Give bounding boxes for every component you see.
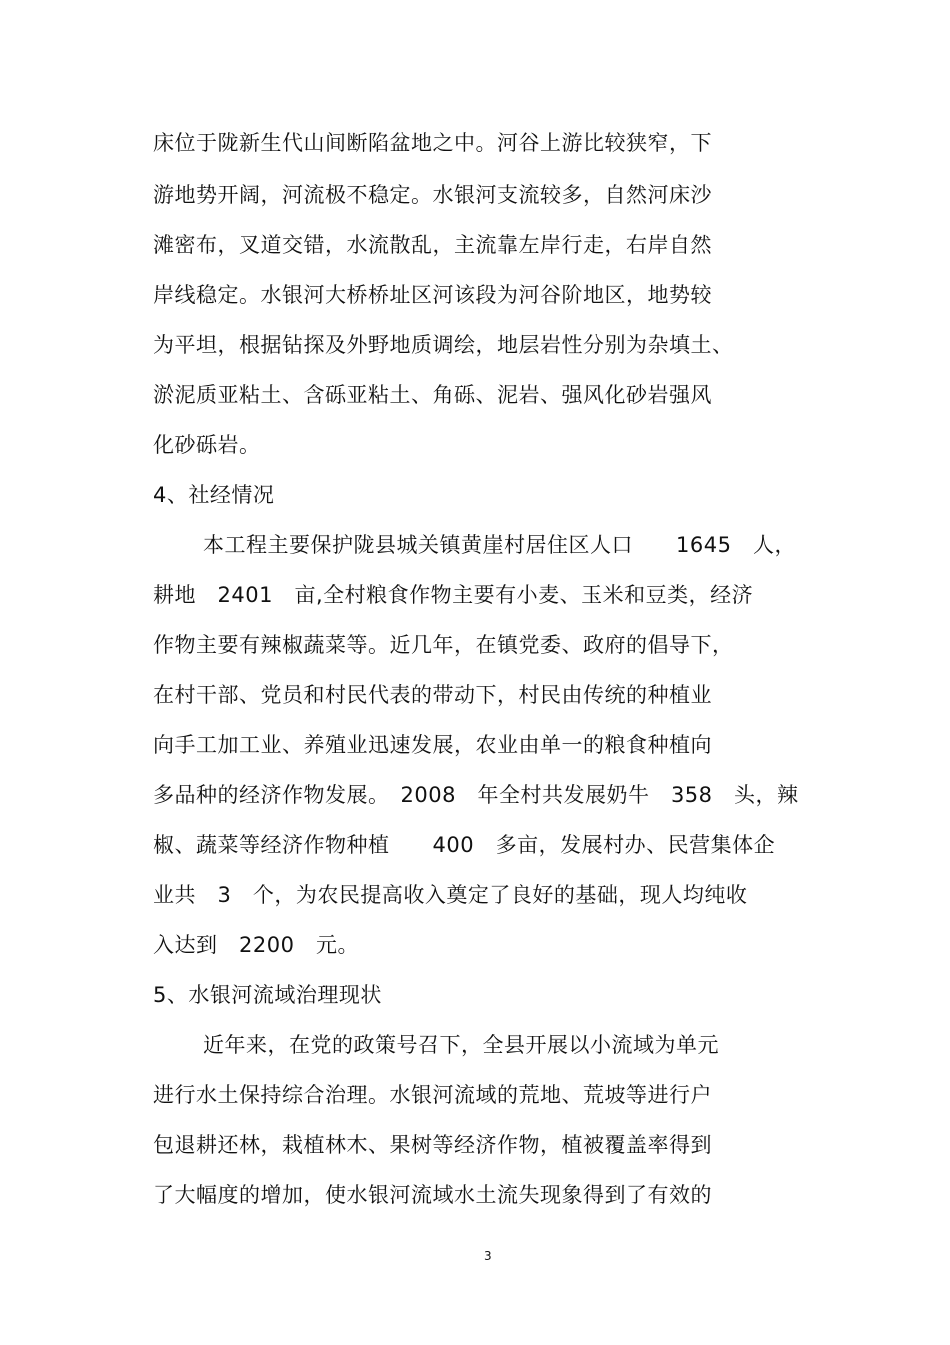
text-line: 包退耕还林，栽植林木、果树等经济作物，植被覆盖率得到 [153, 1133, 712, 1157]
text-line: 岸线稳定。水银河大桥桥址区河该段为河谷阶地区，地势较 [153, 283, 712, 307]
text-line: 滩密布，叉道交错，水流散乱，主流靠左岸行走，右岸自然 [153, 233, 712, 257]
text-line: 椒、蔬菜等经济作物种植 400 多亩，发展村办、民营集体企 [153, 833, 776, 857]
text-line: 近年来，在党的政策号召下，全县开展以小流域为单元 [203, 1033, 719, 1057]
text-line: 床位于陇新生代山间断陷盆地之中。河谷上游比较狭窄，下 [153, 131, 712, 155]
text-line: 多品种的经济作物发展。 2008 年全村共发展奶牛 358 头，辣 [153, 783, 799, 807]
text-line: 为平坦，根据钻探及外野地质调绘，地层岩性分别为杂填土、 [153, 333, 734, 357]
text-line: 耕地 2401 亩,全村粮食作物主要有小麦、玉米和豆类，经济 [153, 583, 754, 607]
text-line: 业共 3 个，为农民提高收入奠定了良好的基础，现人均纯收 [153, 883, 748, 907]
text-line: 化砂砾岩。 [153, 433, 261, 457]
text-line: 淤泥质亚粘土、含砾亚粘土、角砾、泥岩、强风化砂岩强风 [153, 383, 712, 407]
text-line: 入达到 2200 元。 [153, 933, 359, 957]
text-line: 了大幅度的增加，使水银河流域水土流失现象得到了有效的 [153, 1183, 712, 1207]
text-line: 在村干部、党员和村民代表的带动下，村民由传统的种植业 [153, 683, 712, 707]
text-line: 本工程主要保护陇县城关镇黄崖村居住区人口 1645 人， [203, 533, 796, 557]
section-heading-socioeconomic: 4、社经情况 [153, 483, 275, 507]
page-number: 3 [484, 1249, 492, 1263]
section-heading-watershed: 5、水银河流域治理现状 [153, 983, 382, 1007]
text-line: 向手工加工业、养殖业迅速发展，农业由单一的粮食种植向 [153, 733, 712, 757]
text-line: 游地势开阔，河流极不稳定。水银河支流较多，自然河床沙 [153, 183, 712, 207]
text-line: 进行水土保持综合治理。水银河流域的荒地、荒坡等进行户 [153, 1083, 712, 1107]
text-line: 作物主要有辣椒蔬菜等。近几年，在镇党委、政府的倡导下， [153, 633, 734, 657]
